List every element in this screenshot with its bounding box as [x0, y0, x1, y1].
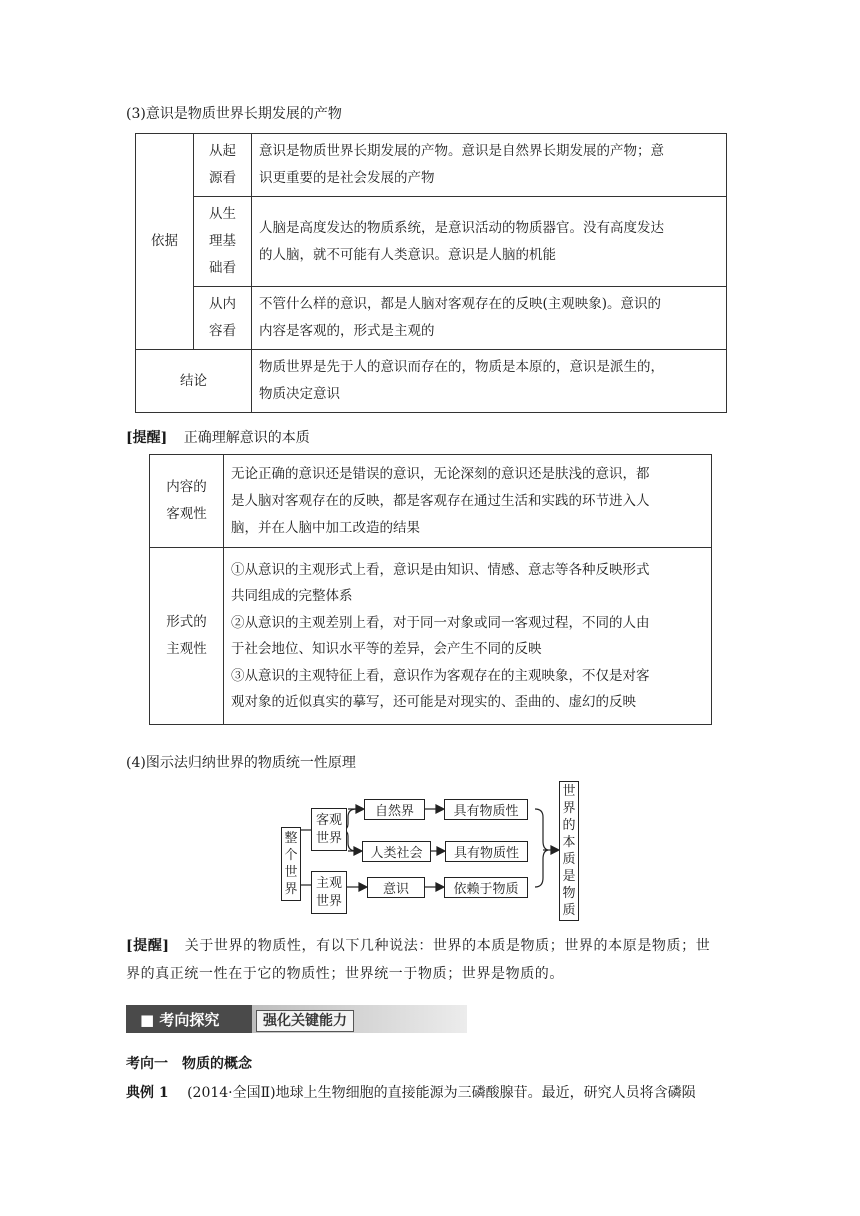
table-row: [136, 287, 727, 350]
direction-heading: 考向一 物质的概念: [126, 1056, 252, 1072]
consciousness-box: 意识: [367, 877, 425, 898]
table-row: [136, 197, 727, 287]
banner-tag: 强化关键能力: [256, 1010, 354, 1032]
tip-tag: [提醒]: [126, 938, 170, 954]
essence-table: [149, 454, 712, 725]
row-label: 形式的 主观性: [150, 548, 224, 725]
row-text: 人脑是高度发达的物质系统，是意识活动的物质器官。没有高度发达 的人脑，就不可能有人类意识。意识是人脑的机能: [252, 197, 727, 287]
nature-box: 自然界: [364, 799, 425, 820]
table-row: [136, 134, 727, 197]
conclusion-box: 世 界 的 本 质 是 物 质: [559, 781, 579, 921]
row-text: 不管什么样的意识，都是人脑对客观存在的反映(主观映象)。意识的 内容是客观的，形式是主观的: [252, 287, 727, 350]
row-label: 从生 理基 础看: [194, 197, 252, 287]
depends-box: 依赖于物质: [444, 877, 528, 898]
row-text: 意识是物质世界长期发展的产物。意识是自然界长期发展的产物；意 识更重要的是社会发展的产物: [252, 134, 727, 197]
row-label: 从内 容看: [194, 287, 252, 350]
table-row: [150, 548, 712, 725]
table-row: [150, 455, 712, 548]
section-title-4: (4)图示法归纳世界的物质统一性原理: [126, 755, 356, 771]
material-box-2: 具有物质性: [445, 841, 528, 862]
material-box-1: 具有物质性: [444, 799, 528, 820]
row-label: 内容的 客观性: [150, 455, 224, 548]
example-line: [126, 1083, 696, 1103]
whole-world-box: 整 个 世 界: [281, 827, 301, 901]
row-text: 无论正确的意识还是错误的意识，无论深刻的意识还是肤浅的意识，都 是人脑对客观存在的反映，都是客观存在通过生活和实践的环节进入人 脑，并在人脑中加工改造的结果: [224, 455, 712, 548]
row-text: ①从意识的主观形式上看，意识是由知识、情感、意志等各种反映形式 共同组成的完整体系 ②从意识的主观差别上看，对于同一对象或同一客观过程，不同的人由 于社会地位、知识水平等的差异，会产生不同的反映 ③从意识的主观特征上看，意识作为客观存在的主观映象，不仅是对客 观对象的近似真实的摹写，还可能是对现实的、歪曲的、虚幻的反映: [224, 548, 712, 725]
section-title-3: (3)意识是物质世界长期发展的产物: [126, 106, 342, 122]
row-label: 从起 源看: [194, 134, 252, 197]
tip-text: 正确理解意识的本质: [183, 430, 310, 446]
tip2-line1: [提醒] 关于世界的物质性，有以下几种说法：世界的本质是物质；世界的本原是物质；世: [126, 938, 711, 954]
society-box: 人类社会: [362, 841, 431, 862]
basis-group-label: 依据: [136, 134, 194, 350]
table-row: [136, 350, 727, 413]
objective-world-box: 客观 世界: [311, 808, 347, 851]
banner-title: ■ 考向探究: [126, 1005, 252, 1033]
example-text: (2014·全国Ⅱ)地球上生物细胞的直接能源为三磷酸腺苷。最近，研究人员将含磷陨: [187, 1085, 696, 1101]
conclusion-text: 物质世界是先于人的意识而存在的，物质是本原的，意识是派生的， 物质决定意识: [252, 350, 727, 413]
example-tag: 典例 1: [126, 1085, 169, 1101]
section-banner: [126, 1005, 467, 1033]
subjective-world-box: 主观 世界: [311, 871, 347, 914]
tip2-line2: 界的真正统一性在于它的物质性；世界统一于物质；世界是物质的。: [126, 966, 564, 982]
basis-table: [135, 133, 727, 413]
tip-line: [126, 428, 310, 448]
conclusion-label: 结论: [136, 350, 252, 413]
tip-tag: [提醒]: [126, 430, 168, 446]
